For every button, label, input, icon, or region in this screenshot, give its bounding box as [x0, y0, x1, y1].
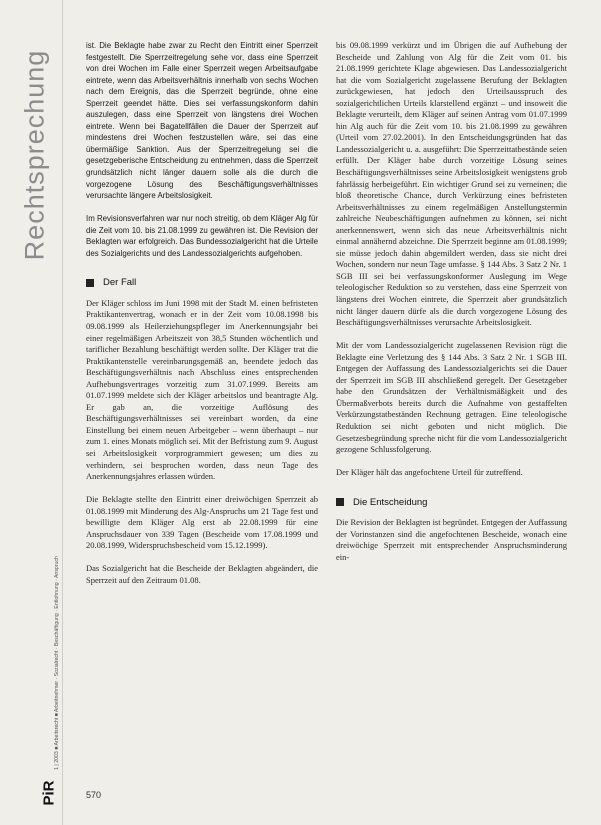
journal-logo — [34, 778, 64, 808]
square-bullet-icon — [336, 498, 344, 506]
journal-logo-text: PiR — [40, 780, 58, 806]
body-paragraph: Mit der vom Landessozialgericht zugelassenen Revision rügt die Beklagte eine Verletzung des § 144 Abs. 3 Satz 2 Nr. 1 SGB III. Entgegen der Auffassung des Landessozialgerichts sei die Dauer der Sperrzeit im SGB III abschließend geregelt. Der Gesetzgeber habe den Grundsätzen der Verhältnismäßigkeit und des Übermaßverbots bereits durch die Aufnahme von gestaffelten Verkürzungstatbeständen Rechnung getragen. Eine teleologische Reduktion sei nicht geboten und nicht möglich. Die Gesetzesbegründung spreche nicht für die vom Landessozialgericht gezogene Schlussfolgerung. — [336, 340, 567, 455]
body-paragraph: Die Revision der Beklagten ist begründet. Entgegen der Auffassung der Vorinstanzen sind die angefochtenen Bescheide, wonach eine dreiwöchige Sperrzeit mit entsprechender Anspruchsminderung ein- — [336, 517, 567, 562]
section-title — [8, 30, 62, 280]
right-column — [336, 40, 567, 575]
left-column — [86, 40, 318, 598]
square-bullet-icon — [86, 279, 94, 287]
footer-metadata-text: 1 | 2003 ■ Arbeitsrecht ■ Arbeitnehmer · Sozialrecht · Beschäftigung · Entlohnung · Anspruch — [54, 555, 60, 770]
section-title-text: Rechtsprechung — [19, 49, 50, 261]
heading-decision — [336, 497, 567, 509]
heading-case — [86, 277, 318, 289]
body-paragraph: bis 09.08.1999 verkürzt und im Übrigen die auf Aufhebung der Bescheide und Zahlung von Alg für die Zeit vom 01. bis 21.08.1999 gerichtete Klage abgewiesen. Das Landessozialgericht hat die vom Sozialgericht zugelassene Berufung der Beklagten zurückgewiesen, hat jedoch den Urteilsausspruch des sozialgerichtlichen Urteils klarstellend ergänzt – und insoweit die Beklagte verurteilt, dem Kläger auf seinen Antrag vom 01.07.1999 hin Alg auch für die Zeit vom 10. bis 21.08.1999 zu gewähren (Urteil vom 27.02.2001). In den Entscheidungsgründen hat das Landessozialgericht u. a. ausgeführt: Die Sperrzeittatbestände seien erfüllt. Der Kläger habe durch vorzeitige Lösung seines Beschäftigungsverhältnisses seine Arbeitslosigkeit wenigstens grob fahrlässig herbeigeführt. Ein wichtiger Grund sei zu verneinen; die bloß theoretische Chance, durch Verkürzung eines befristeten Arbeitsverhältnisses zu einem regelmäßigen Anstellungstermin zahlreiche Neubeschäftigungen aufnehmen zu können, sei nicht anerkennenswert, wenn sich das neue Arbeitsverhältnis nicht einmal annähernd abzeichne. Die Sperrzeit beginne am 01.08.1999; sie müsse jedoch dahin abgemildert werden, dass sie nicht drei Wochen, sondern nur neun Tage umfasse. § 144 Abs. 3 Satz 2 Nr. 1 SGB III sei bei verfassungskonformer Auslegung im Wege teleologischer Reduktion so zu verstehen, dass eine Sperrzeit von längstens drei Wochen eintrete, die Sperrzeit aber grundsätzlich nicht länger dauern dürfe als die durch vorgezogene Lösung des Beschäftigungsverhältnisses verursachte Arbeitslosigkeit. — [336, 40, 567, 328]
intro-paragraph: ist. Die Beklagte habe zwar zu Recht den Eintritt einer Sperrzeit festgestellt. Die Sperrzeitregelung sehe vor, dass eine Sperrzeit von drei Wochen im Falle einer Sperrzeit wegen Arbeitsaufgabe eintrete, wenn das Arbeitsverhältnis innerhalb von sechs Wochen nach dem Ereignis, das die Sperrzeit begründe, ohne eine Sperrzeit geendet hätte. Dies sei verfassungskonform dahin auszulegen, dass eine Sperrzeit von längstens drei Wochen eintrete. Wenn bei Bagatellfällen die Dauer der Sperrzeit auf mindestens drei Wochen festzustellen wäre, sei das eine übermäßige Sanktion. Aus der Sperrzeitregelung sei die gesetzgeberische Entscheidung zu entnehmen, dass die Sperrzeit grundsätzlich nicht länger dauern solle als die durch die vorgezogene Lösung des Beschäftigungsverhältnisses verursachte längere Arbeitslosigkeit. — [86, 41, 318, 201]
page-number: 570 — [86, 790, 102, 800]
heading-decision-text: Die Entscheidung — [353, 496, 428, 508]
summary-paragraph: Im Revisionsverfahren war nur noch streitig, ob dem Kläger Alg für die Zeit vom 10. bis 21.08.1999 zu gewähren ist. Die Revision der Beklagten war erfolgreich. Das Bundessozialgericht hat die Urteile des Sozialgerichts und des Landessozialgerichts aufgehoben. — [86, 214, 319, 258]
case-paragraph: Die Beklagte stellte den Eintritt einer dreiwöchigen Sperrzeit ab 01.08.1999 mit Minderung des Alg-Anspruchs um 21 Tage fest und bewilligte dem Kläger Alg erst ab 22.08.1999 für eine Anspruchsdauer von 339 Tagen (Bescheide vom 17.08.1999 und 20.08.1999, Widerspruchsbescheid vom 15.12.1999). — [86, 494, 318, 551]
case-paragraph: Der Kläger schloss im Juni 1998 mit der Stadt M. einen befristeten Praktikantenvertrag, wonach er in der Zeit vom 10.08.1998 bis 09.08.1999 als Heilerziehungspfleger im Anerkennungsjahr bei einer regelmäßigen Arbeitszeit von 38,5 Stunden wöchentlich und tariflicher Bezahlung beschäftigt werden sollte. Der Kläger trat die Praktikantenstelle vereinbarungsgemäß an, beendete jedoch das Beschäftigungsverhältnis nach Abschluss eines entsprechenden Aufhebungsvertrages vorzeitig zum 31.07.1999. Bereits am 01.07.1999 meldete sich der Kläger arbeitslos und beantragte Alg. Er gab an, die vorzeitige Auflösung des Beschäftigungsverhältnisses sei vereinbart worden, da eine Einstellung bei einem neuen Arbeitgeber – wenn überhaupt – nur zum 1. eines Monats möglich sei. Mit der Befristung zum 9. August sei Arbeitslosigkeit vorprogrammiert gewesen; um dies zu verhindern, sei besprochen worden, dass neun Tage des Anerkennungsjahres erlassen würden. — [86, 297, 318, 482]
body-paragraph: Der Kläger hält das angefochtene Urteil für zutreffend. — [336, 467, 523, 478]
footer-metadata — [45, 520, 69, 805]
case-paragraph: Das Sozialgericht hat die Bescheide der Beklagten abgeändert, die Sperrzeit auf den Zeitraum 01.08. — [86, 563, 318, 585]
heading-case-text: Der Fall — [103, 277, 137, 289]
